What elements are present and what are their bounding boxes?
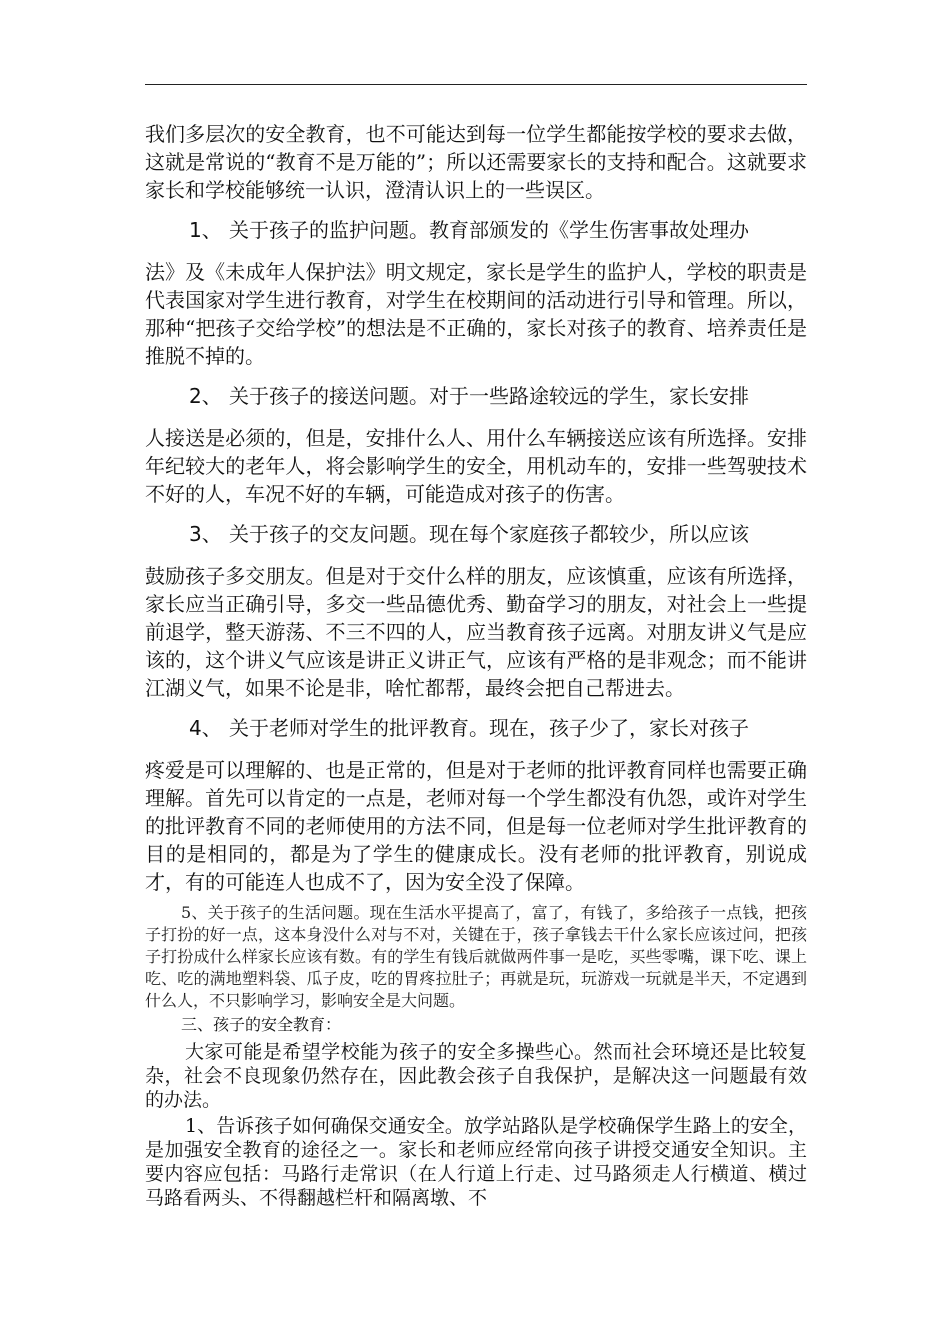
item-1-body: 法》及《未成年人保护法》明文规定，家长是学生的监护人，学校的职责是代表国家对学生进行教育，对学生在校期间的活动进行引导和管理。所以，那种“把孩子交给学校”的想法是不正确的，家长对孩子的教育、培养责任是推脱不掉的。 <box>145 260 807 368</box>
item-1-first-line <box>145 216 807 244</box>
item-5-paragraph: 5、关于孩子的生活问题。现在生活水平提高了，富了，有钱了，多给孩子一点钱，把孩子打扮的好一点，这本身没什么对与不对，关键在于，孩子拿钱去干什么家长应该过问，把孩子打扮成什么样家长应该有数。有的学生有钱后就做两件事一是吃，买些零嘴，课下吃、课上吃、吃的满地塑料袋、瓜子皮，吃的胃疼拉肚子；再就是玩，玩游戏一玩就是半天，不定遇到什么人，不只影响学习，影响安全是大问题。 <box>145 903 807 1010</box>
item-1-number: 1、 <box>189 218 222 242</box>
item-4-body: 疼爱是可以理解的、也是正常的，但是对于老师的批评教育同样也需要正确理解。首先可以肯定的一点是，老师对每一个学生都没有仇怨，或许对学生的批评教育不同的老师使用的方法不同，但是每一位老师对学生批评教育的目的是相同的，都是为了学生的健康成长。没有老师的批评教育，别说成才，有的可能连人也成不了，因为安全没了保障。 <box>145 758 807 894</box>
item-2-number: 2、 <box>189 384 222 408</box>
item-3-first-line <box>145 520 807 548</box>
item-3-number: 3、 <box>189 522 222 546</box>
item-1-heading: 关于孩子的监护问题。教育部颁发的《学生伤害事故处理办 <box>229 218 749 242</box>
section-3-paragraph-1: 大家可能是希望学校能为孩子的安全多操些心。然而社会环境还是比较复杂，社会不良现象仍然存在，因此教会孩子自我保护，是解决这一问题最有效的办法。 <box>145 1041 807 1111</box>
item-4-number: 4、 <box>189 716 222 740</box>
item-3-heading: 关于孩子的交友问题。现在每个家庭孩子都较少，所以应该 <box>229 522 749 546</box>
intro-paragraph: 我们多层次的安全教育，也不可能达到每一位学生都能按学校的要求去做，这就是常说的“教育不是万能的”；所以还需要家长的支持和配合。这就要求家长和学校能够统一认识，澄清认识上的一些误区。 <box>145 122 807 202</box>
section-3-paragraph-2: 1、告诉孩子如何确保交通安全。放学站路队是学校确保学生路上的安全，是加强安全教育的途径之一。家长和老师应经常向孩子讲授交通安全知识。主要内容应包括：马路行走常识（在人行道上行走、过马路须走人行横道、横过马路看两头、不得翻越栏杆和隔离墩、不 <box>145 1115 807 1209</box>
item-2-body: 人接送是必须的，但是，安排什么人、用什么车辆接送应该有所选择。安排年纪较大的老年人，将会影响学生的安全，用机动车的，安排一些驾驶技术不好的人，车况不好的车辆，可能造成对孩子的伤害。 <box>145 426 807 506</box>
item-3-body: 鼓励孩子多交朋友。但是对于交什么样的朋友，应该慎重，应该有所选择，家长应当正确引导，多交一些品德优秀、勤奋学习的朋友，对社会上一些提前退学，整天游荡、不三不四的人，应当教育孩子远离。对朋友讲义气是应该的，这个讲义气应该是讲正义讲正气，应该有严格的是非观念；而不能讲江湖义气，如果不论是非，啥忙都帮，最终会把自己帮进去。 <box>145 564 807 700</box>
item-4-first-line <box>145 714 807 742</box>
item-4-heading: 关于老师对学生的批评教育。现在，孩子少了，家长对孩子 <box>229 716 749 740</box>
section-3-heading: 三、孩子的安全教育： <box>181 1015 342 1034</box>
item-2-first-line <box>145 382 807 410</box>
document-body <box>145 120 807 1210</box>
item-2-heading: 关于孩子的接送问题。对于一些路途较远的学生，家长安排 <box>229 384 749 408</box>
header-rule <box>145 84 807 85</box>
